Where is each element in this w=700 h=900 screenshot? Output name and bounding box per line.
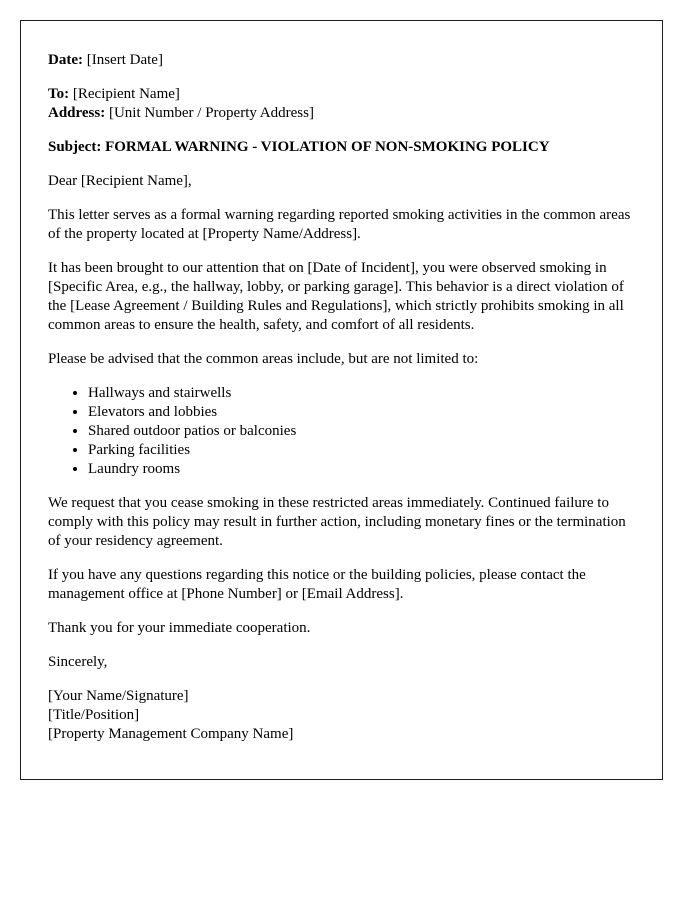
date-line <box>48 51 635 70</box>
signature-title: [Title/Position] <box>48 707 140 723</box>
list-item-parking: • Parking facilities <box>88 441 635 460</box>
signature-block <box>48 687 635 744</box>
list-item-patios: • Shared outdoor patios or balconies <box>88 422 635 441</box>
address-value: [Unit Number / Property Address] <box>108 105 314 121</box>
subject-label: Subject: <box>48 139 102 155</box>
common-areas-list <box>48 384 635 479</box>
list-item-laundry: • Laundry rooms <box>88 460 635 479</box>
intro-paragraph: This letter serves as a formal warning regarding reported smoking activities in the common areas of the property located at [Property Name/Address]. <box>48 207 631 242</box>
address-label: Address: <box>48 105 106 121</box>
salutation: Dear [Recipient Name], <box>48 173 192 189</box>
signature-name: [Your Name/Signature] <box>48 688 189 704</box>
closing: Sincerely, <box>48 654 108 670</box>
address-line <box>48 104 635 123</box>
list-item-elevators: • Elevators and lobbies <box>88 403 635 422</box>
thanks-paragraph: Thank you for your immediate cooperation. <box>48 620 311 636</box>
request-paragraph: We request that you cease smoking in these restricted areas immediately. Continued failure to comply with this policy may result in further action, including monetary fines or the termination of your residency agreement. <box>48 495 626 549</box>
date-value: [Insert Date] <box>86 52 163 68</box>
to-line <box>48 85 635 104</box>
subject-line <box>48 138 635 157</box>
incident-paragraph: It has been brought to our attention that on [Date of Incident], you were observed smoking in [Specific Area, e.g., the hallway, lobby, or parking garage]. This behavior is a direct violation of the [Lease Agreement / Building Rules and Regulations], which strictly prohibits smoking in all common areas to ensure the health, safety, and comfort of all residents. <box>48 260 624 333</box>
common-areas-intro: Please be advised that the common areas include, but are not limited to: <box>48 351 479 367</box>
subject-value: FORMAL WARNING - VIOLATION OF NON-SMOKING POLICY <box>105 139 550 155</box>
date-label: Date: <box>48 52 83 68</box>
to-label: To: <box>48 86 70 102</box>
to-value: [Recipient Name] <box>72 86 180 102</box>
list-item-hallways: • Hallways and stairwells <box>88 384 635 403</box>
recipient-block <box>48 85 635 123</box>
letter-document <box>20 20 663 780</box>
signature-company: [Property Management Company Name] <box>48 726 294 742</box>
contact-paragraph: If you have any questions regarding this notice or the building policies, please contact the management office at [Phone Number] or [Email Address]. <box>48 567 586 602</box>
